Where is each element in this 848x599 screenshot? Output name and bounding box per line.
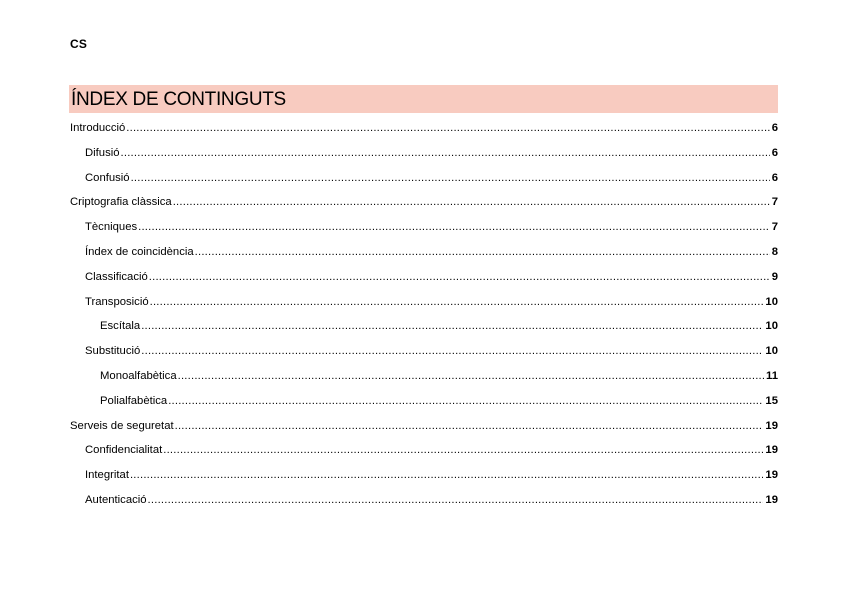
toc-entry-page: 10 (765, 295, 778, 308)
toc-entry-label: Serveis de seguretat (70, 419, 174, 432)
toc-entry[interactable] (70, 168, 778, 193)
toc-dot-leader (168, 391, 763, 411)
toc-entry-label: Classificació (85, 270, 148, 283)
toc-entry-page: 19 (765, 419, 778, 432)
toc-entry-page: 9 (771, 270, 778, 283)
toc-dot-leader (150, 292, 764, 312)
toc-entry-label: Introducció (70, 122, 126, 134)
toc-entry-page: 10 (765, 320, 778, 333)
toc-entry-page: 8 (771, 245, 778, 258)
toc-entry[interactable] (70, 143, 778, 168)
toc-entry[interactable] (70, 465, 778, 490)
toc-entry-label: Tècniques (85, 221, 138, 234)
toc-entry-label: Monoalfabètica (100, 369, 177, 382)
toc-dot-leader (130, 465, 763, 485)
toc-dot-leader (173, 192, 770, 212)
toc-dot-leader (178, 366, 764, 386)
toc-entry[interactable] (70, 118, 778, 143)
toc-dot-leader (126, 118, 769, 138)
toc-list (70, 118, 778, 515)
toc-entry-page: 6 (771, 146, 778, 159)
toc-entry-label: Índex de coincidència (85, 245, 194, 258)
toc-entry-label: Autenticació (85, 493, 147, 506)
toc-entry[interactable] (70, 440, 778, 465)
toc-entry-page: 19 (765, 444, 778, 457)
toc-entry[interactable] (70, 242, 778, 267)
toc-entry-page: 6 (771, 171, 778, 184)
toc-entry[interactable] (70, 490, 778, 515)
toc-dot-leader (148, 490, 764, 510)
toc-dot-leader (175, 416, 764, 436)
toc-dot-leader (141, 316, 763, 336)
toc-title: ÍNDEX DE CONTINGUTS (71, 89, 286, 110)
page-header: CS (70, 37, 88, 51)
toc-dot-leader (149, 267, 770, 287)
toc-entry[interactable] (70, 217, 778, 242)
toc-entry-label: Difusió (85, 146, 120, 159)
toc-entry[interactable] (70, 341, 778, 366)
toc-entry[interactable] (70, 316, 778, 341)
toc-entry-page: 15 (765, 394, 778, 407)
toc-entry-label: Polialfabètica (100, 394, 168, 407)
toc-entry-label: Transposició (85, 295, 149, 308)
toc-dot-leader (131, 168, 770, 188)
toc-entry[interactable] (70, 416, 778, 441)
toc-entry-page: 19 (765, 469, 778, 482)
toc-entry-label: Integritat (85, 469, 129, 482)
toc-entry-page: 6 (771, 122, 778, 134)
toc-entry-page: 19 (765, 493, 778, 506)
toc-dot-leader (141, 341, 763, 361)
toc-entry-page: 7 (771, 221, 778, 234)
toc-dot-leader (163, 440, 763, 460)
toc-entry-label: Confidencialitat (85, 444, 163, 457)
toc-entry-label: Criptografia clàssica (70, 196, 172, 209)
toc-dot-leader (195, 242, 770, 262)
toc-entry-label: Substitució (85, 345, 141, 358)
toc-entry[interactable] (70, 292, 778, 317)
toc-entry-page: 11 (766, 369, 778, 382)
toc-dot-leader (121, 143, 770, 163)
toc-entry[interactable] (70, 366, 778, 391)
toc-entry[interactable] (70, 192, 778, 217)
toc-entry[interactable] (70, 267, 778, 292)
toc-entry[interactable] (70, 391, 778, 416)
toc-dot-leader (138, 217, 770, 237)
toc-entry-page: 7 (771, 196, 778, 209)
toc-entry-page: 10 (765, 345, 778, 358)
toc-entry-label: Confusió (85, 171, 130, 184)
toc-title-bar (69, 85, 778, 113)
toc-entry-label: Escítala (100, 320, 141, 333)
